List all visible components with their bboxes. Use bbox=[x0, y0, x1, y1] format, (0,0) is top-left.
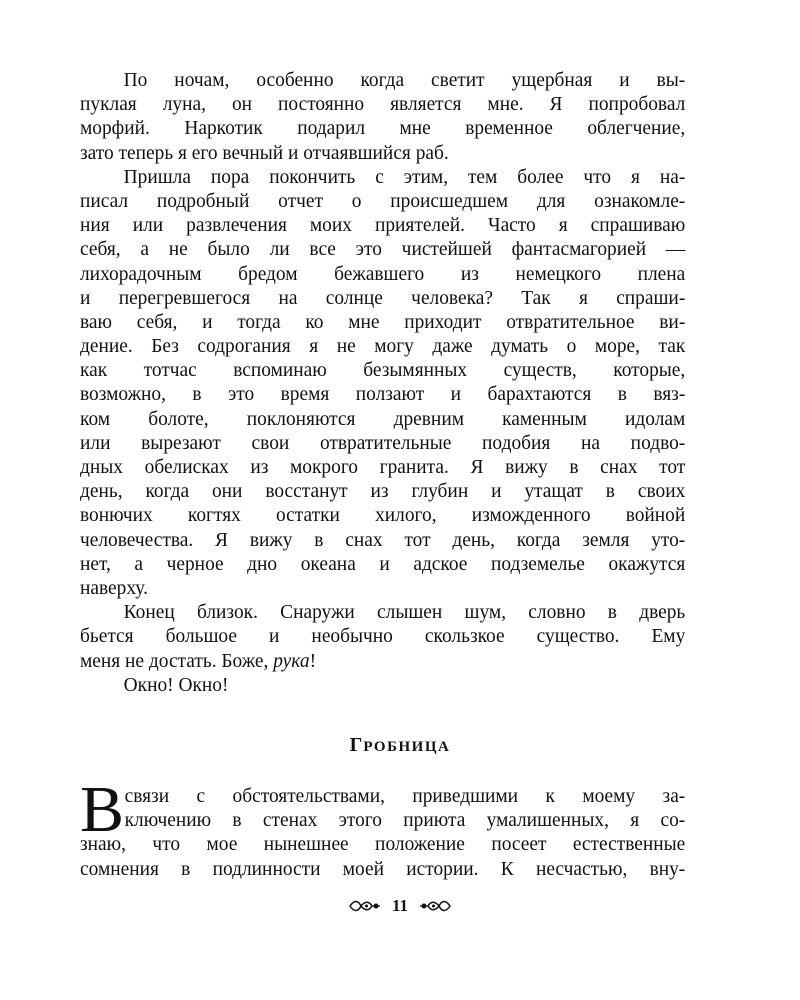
chapter-text-line: ключению в стенах этого приюта умалишенных, я со- bbox=[124, 809, 686, 832]
ornament-right-icon bbox=[418, 898, 452, 914]
text-line: бьется большое и необычно скользкое существо. Ему bbox=[80, 625, 686, 648]
text-line: день, когда они восстанут из глубин и утащат в своих bbox=[80, 480, 686, 503]
text-line: вонючих когтях остатки хилого, изможденного войной bbox=[80, 504, 686, 527]
text-line: Окно! Окно! bbox=[123, 673, 229, 696]
text-line: и перегревшегося на солнце человека? Так я спраши- bbox=[80, 286, 686, 309]
chapter-opening bbox=[80, 773, 686, 881]
text-line: как тотчас вспоминаю безымянных существ, которые, bbox=[80, 359, 686, 382]
page-number: 11 bbox=[391, 896, 409, 916]
chapter-title-initial: Г bbox=[349, 734, 364, 756]
text-line: возможно, в это время ползают и барахтаются в вяз- bbox=[80, 383, 686, 406]
chapter-text-line: сомнения в подлинности моей истории. К несчастью, вну- bbox=[80, 857, 686, 880]
text-line: писал подробный отчет о происшедшем для ознакомле- bbox=[80, 189, 686, 212]
text-line: Конец близок. Снаружи слышен шум, словно в дверь bbox=[123, 601, 686, 624]
ornament-left-icon bbox=[348, 898, 382, 914]
text-line: дных обелисках из мокрого гранита. Я вижу в снах тот bbox=[80, 456, 686, 478]
text-line: ния или развлечения моих приятелей. Часто я спрашиваю bbox=[80, 214, 686, 237]
text-line: лихорадочным бредом бежавшего из немецкого плена bbox=[80, 262, 686, 285]
italic-word: рука bbox=[273, 649, 310, 672]
text-line: По ночам, особенно когда светит ущербная и вы- bbox=[123, 69, 686, 91]
text-line: наверху. bbox=[80, 576, 148, 599]
text-fragment: ! bbox=[309, 649, 317, 672]
text-line bbox=[80, 649, 685, 673]
text-line: морфий. Наркотик подарил мне временное облегчение, bbox=[80, 117, 686, 140]
text-line: пуклая луна, он постоянно является мне. Я попробовал bbox=[80, 93, 686, 116]
story-text-block bbox=[80, 68, 685, 697]
drop-cap-letter: В bbox=[80, 773, 125, 846]
text-line: нет, а черное дно океана и адское подземелье окажутся bbox=[80, 552, 686, 575]
chapter-title-rest: РОБНИЦА bbox=[363, 739, 451, 755]
page-footer bbox=[0, 893, 800, 918]
text-line: дение. Без содрогания я не могу даже думать о море, так bbox=[80, 335, 686, 358]
chapter-title bbox=[0, 731, 800, 761]
text-fragment: меня не достать. Боже, bbox=[80, 649, 274, 672]
text-line: ком болоте, поклоняются древним каменным идолам bbox=[80, 407, 686, 430]
text-line: человечества. Я вижу в снах тот день, когда земля уто- bbox=[80, 528, 686, 551]
text-line: зато теперь я его вечный и отчаявшийся раб. bbox=[80, 141, 449, 164]
chapter-text-line: знаю, что мое нынешнее положение посеет естественные bbox=[80, 833, 686, 856]
text-line: Пришла пора покончить с этим, тем более что я на- bbox=[123, 165, 686, 188]
text-line: или вырезают свои отвратительные подобия на подво- bbox=[80, 431, 686, 454]
text-line: себя, а не было ли все это чистейшей фантасмагорией — bbox=[80, 238, 686, 261]
chapter-text-line: связи с обстоятельствами, приведшими к моему за- bbox=[124, 785, 686, 807]
text-line: ваю себя, и тогда ко мне приходит отвратительное ви- bbox=[80, 310, 686, 333]
